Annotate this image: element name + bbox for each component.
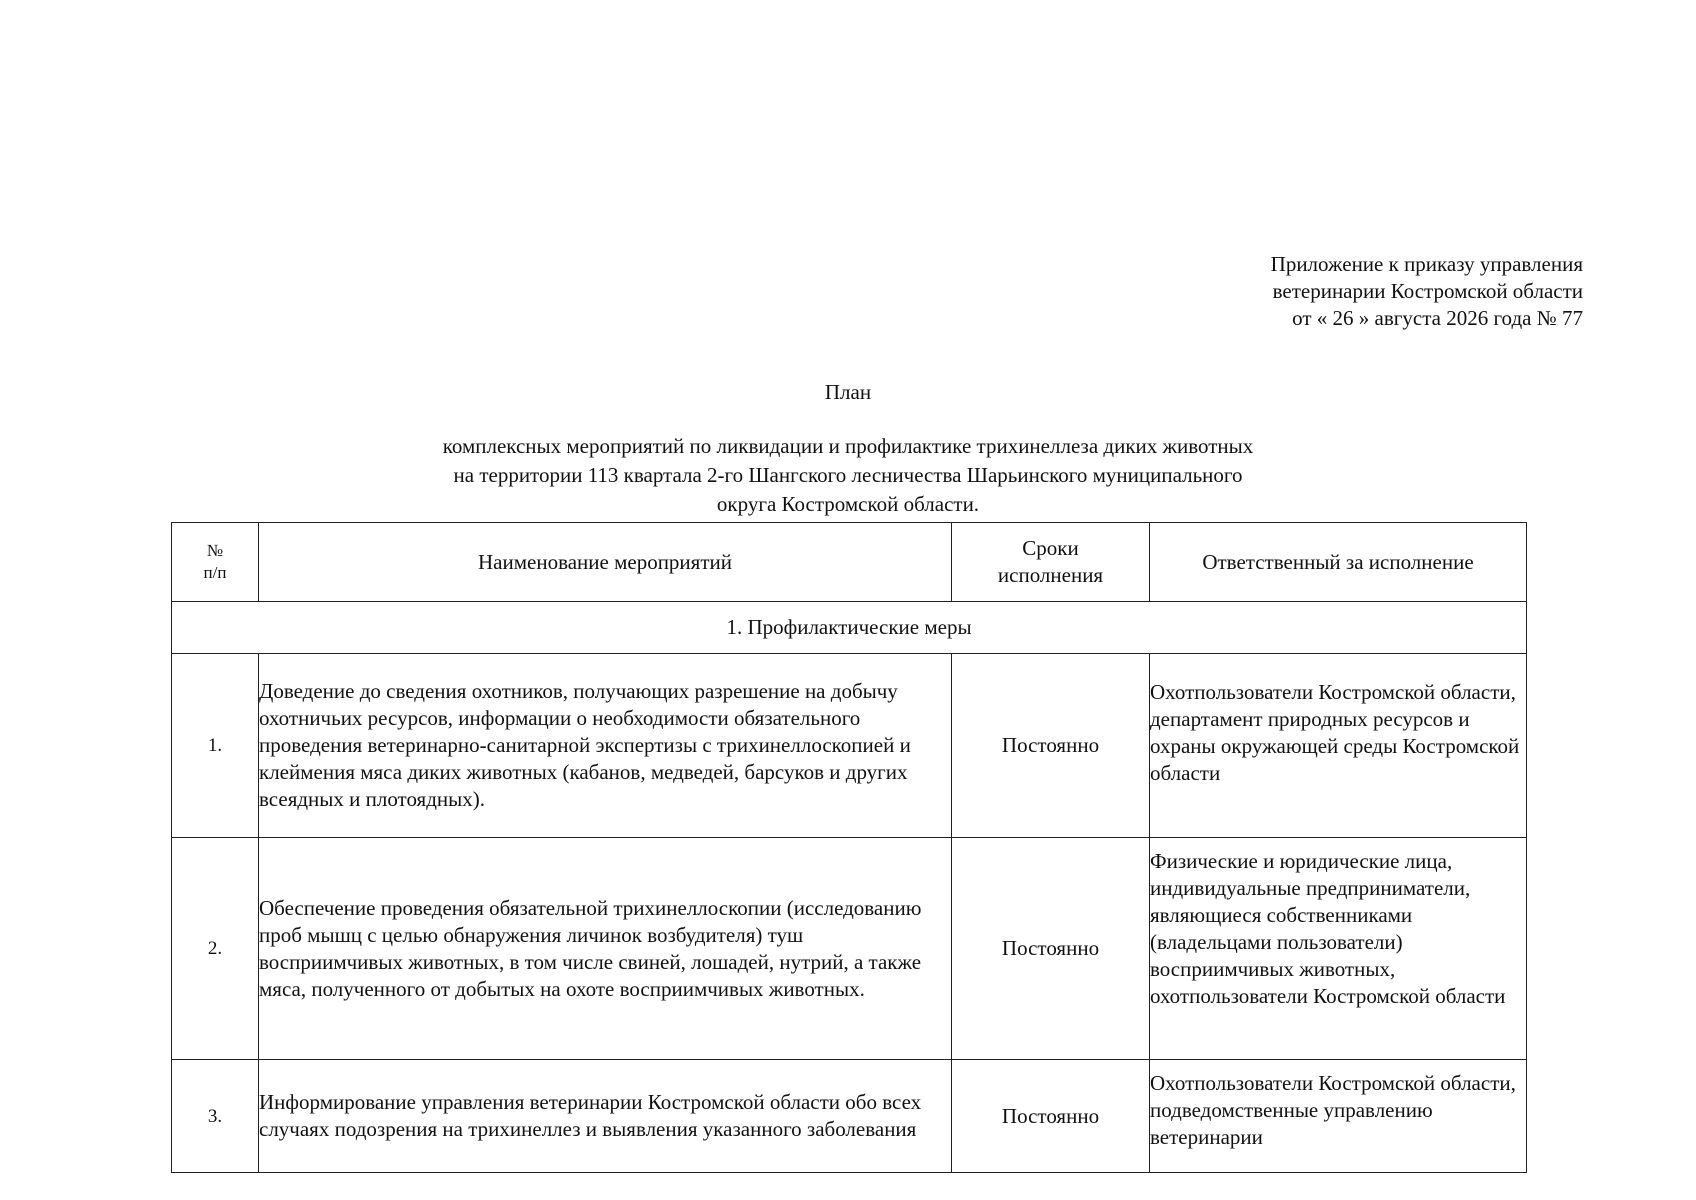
row-name: Информирование управления ветеринарии Костромской области обо всех случаях подозрения на трихинеллез и выявления указанного заболевания [259, 1060, 952, 1173]
appendix-line-3: от « 26 » августа 2026 года № 77 [1292, 306, 1583, 330]
row-term: Постоянно [952, 654, 1150, 838]
appendix-line-2: ветеринарии Костромской области [1272, 279, 1583, 303]
plan-title: План [824, 380, 872, 404]
row-name: Доведение до сведения охотников, получающих разрешение на добычу охотничьих ресурсов, информации о необходимости обязательного проведения ветеринарно-санитарной экспертизы с трихинеллоскопией и клеймения мяса диких животных (кабанов, медведей, барсуков и других всеядных и плотоядных). [259, 654, 952, 838]
table-row [172, 1060, 1527, 1173]
row-term: Постоянно [952, 1060, 1150, 1173]
header-num [172, 523, 259, 602]
header-term-line-2: исполнения [997, 563, 1104, 587]
row-responsible: Охотпользователи Костромской области, департамент природных ресурсов и охраны окружающей среды Костромской области [1150, 654, 1527, 838]
row-num: 1. [172, 654, 259, 838]
plan-subtitle-line-1: комплексных мероприятий по ликвидации и профилактике трихинеллеза диких животных [442, 434, 1254, 458]
appendix-header [1271, 251, 1583, 332]
header-name: Наименование мероприятий [259, 523, 952, 602]
plan-table [171, 522, 1527, 1173]
row-num: 3. [172, 1060, 259, 1173]
row-responsible: Охотпользователи Костромской области, подведомственные управлению ветеринарии [1150, 1060, 1527, 1173]
row-name: Обеспечение проведения обязательной трихинеллоскопии (исследованию проб мышц с целью обнаружения личинок возбудителя) туш восприимчивых животных, в том числе свиней, лошадей, нутрий, а также мяса, полученного от добытых на охоте восприимчивых животных. [259, 838, 952, 1060]
plan-subtitle [0, 432, 1696, 519]
table-row [172, 838, 1527, 1060]
header-responsible: Ответственный за исполнение [1150, 523, 1527, 602]
header-num-line-1: № [206, 541, 224, 560]
plan-subtitle-line-3: округа Костромской области. [716, 492, 980, 516]
table-header-row [172, 523, 1527, 602]
row-num: 2. [172, 838, 259, 1060]
section-row [172, 602, 1527, 654]
header-term [952, 523, 1150, 602]
table-row [172, 654, 1527, 838]
header-term-line-1: Сроки [1022, 536, 1079, 560]
row-responsible: Физические и юридические лица, индивидуальные предприниматели, являющиеся собственниками (владельцами пользователи) восприимчивых животных, охотпользователи Костромской области [1150, 838, 1527, 1060]
plan-subtitle-line-2: на территории 113 квартала 2-го Шангского лесничества Шарьинского муниципального [453, 463, 1243, 487]
row-term: Постоянно [952, 838, 1150, 1060]
section-title: 1. Профилактические меры [172, 602, 1527, 654]
appendix-line-1: Приложение к приказу управления [1270, 252, 1583, 276]
header-num-line-2: п/п [203, 563, 227, 582]
